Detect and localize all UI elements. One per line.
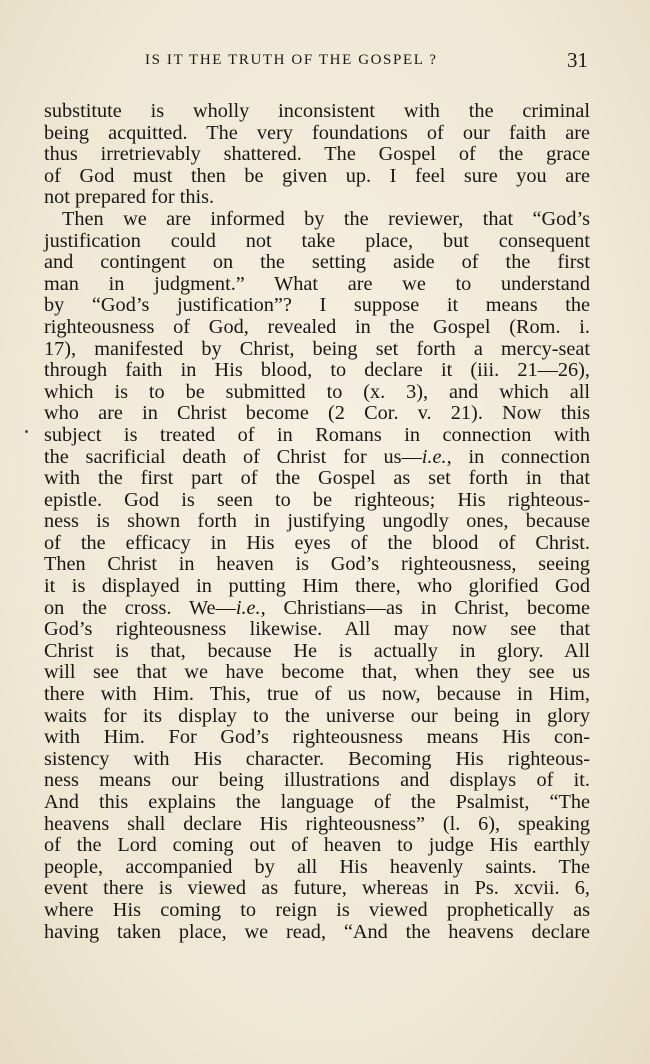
- text-line: of the Lord coming out of heaven to judge His earthly: [44, 834, 590, 857]
- text-line: where His coming to reign is viewed prophetically as: [44, 898, 590, 921]
- text-line: of God must then be given up. I feel sure you are: [44, 164, 590, 187]
- text-line: And this explains the language of the Psalmist, “The: [44, 791, 590, 813]
- text-line: subject is treated of in Romans in connection with: [44, 423, 590, 446]
- italic-ie: i.e.,: [421, 445, 452, 468]
- text-line: with the first part of the Gospel as set forth in that: [44, 467, 590, 490]
- text-line: justification could not take place, but consequent: [44, 229, 590, 252]
- page-number: 31: [567, 48, 588, 72]
- text-line: not prepared for this.: [44, 186, 215, 209]
- text-line: epistle. God is seen to be righteous; His righteous-: [44, 488, 590, 511]
- text-line: and contingent on the setting aside of the first: [44, 251, 590, 274]
- text-line: Then we are informed by the reviewer, that “God’s: [62, 207, 590, 230]
- text-line: having taken place, we read, “And the heavens declare: [44, 920, 590, 943]
- text-line-start: on the cross. We—: [44, 596, 236, 619]
- text-line: sistency with His character. Becoming His righteous-: [44, 747, 590, 770]
- text-line: it is displayed in putting Him there, who glorified God: [44, 575, 590, 598]
- text-line: thus irretrievably shattered. The Gospel of the grace: [44, 143, 590, 166]
- text-line: event there is viewed as future, whereas in Ps. xcvii. 6,: [44, 877, 590, 900]
- text-line-end: Christians—as in Christ, become: [265, 596, 590, 619]
- text-line: will see that we have become that, when they see us: [44, 661, 590, 684]
- text-line-start: the sacrificial death of Christ for us—: [44, 445, 422, 468]
- text-line-end: in connection: [451, 445, 590, 468]
- body-text: [44, 101, 590, 943]
- text-line: with Him. For God’s righteousness means His con-: [44, 726, 590, 749]
- text-line: 17), manifested by Christ, being set forth a mercy-seat: [44, 337, 590, 360]
- text-line: by “God’s justification”? I suppose it means the: [44, 294, 590, 317]
- text-line: Then Christ in heaven is God’s righteousness, seeing: [44, 553, 590, 576]
- page-header: [44, 50, 592, 76]
- text-line: who are in Christ become (2 Cor. v. 21). Now this: [44, 402, 590, 425]
- italic-ie: i.e.,: [235, 596, 266, 619]
- text-line: Christ is that, because He is actually in glory. All: [44, 639, 590, 662]
- text-line: through faith in His blood, to declare it (iii. 21—26),: [44, 359, 590, 382]
- text-line: which is to be submitted to (x. 3), and which all: [44, 380, 590, 403]
- text-line: [44, 447, 590, 469]
- text-line: there with Him. This, true of us now, because in Him,: [44, 683, 590, 706]
- text-line: [44, 598, 590, 620]
- text-line: ness is shown forth in justifying ungodly ones, because: [44, 510, 590, 533]
- text-line: waits for its display to the universe our being in glory: [44, 704, 590, 727]
- text-line: righteousness of God, revealed in the Gospel (Rom. i.: [44, 315, 590, 338]
- running-head: IS IT THE TRUTH OF THE GOSPEL ?: [145, 52, 438, 68]
- text-line: being acquitted. The very foundations of our faith are: [44, 121, 590, 144]
- text-line: heavens shall declare His righteousness” (l. 6), speaking: [44, 812, 590, 835]
- text-line: God’s righteousness likewise. All may now see that: [44, 618, 590, 641]
- text-line: substitute is wholly inconsistent with the criminal: [44, 100, 590, 122]
- ink-speck: [25, 430, 28, 433]
- text-line: people, accompanied by all His heavenly saints. The: [44, 855, 590, 878]
- text-line: man in judgment.” What are we to understand: [44, 272, 590, 295]
- text-line: ness means our being illustrations and displays of it.: [44, 769, 590, 792]
- text-line: of the efficacy in His eyes of the blood of Christ.: [44, 531, 590, 554]
